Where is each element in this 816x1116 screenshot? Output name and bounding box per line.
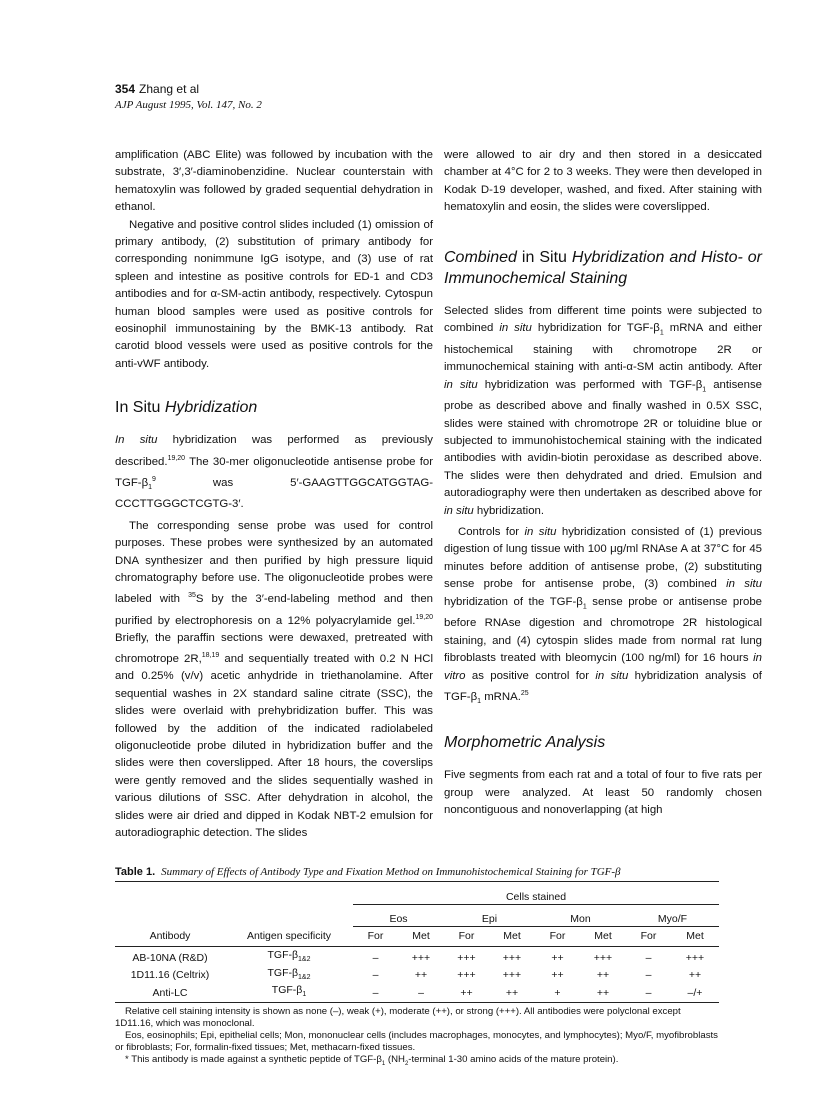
col-group-mon: Mon bbox=[535, 904, 626, 926]
right-column bbox=[444, 147, 762, 820]
paragraph: Five segments from each rat and a total of four to five rats per group were analyzed. At least 50 randomly chosen noncontiguous and nonoverlapping (at high bbox=[444, 769, 762, 817]
col-header-for: For bbox=[640, 929, 657, 942]
section-heading-morphometric: Morphometric Analysis bbox=[444, 734, 606, 752]
table-row: Anti-LC TGF-$\beta_1$ – – ++ ++ + ++ – –/+ bbox=[115, 984, 719, 1002]
paragraph: Negative and positive control slides included (1) omission of primary antibody, (2) substitution of primary antibody for corresponding nonimmune IgG isotype, and (3) use of rat spleen and intestine as positive controls for ED-1 and CD3 antibodies and for α-SM-actin antibody, respectively. Cytospun human blood samples were used as positive controls for eosinophil immunostaining by the BMK-13 antibody. Rat carotid blood vessels were used as positive controls for the anti-vWF antibody. bbox=[115, 218, 433, 370]
col-header-for: For bbox=[458, 929, 475, 942]
col-group-epi: Epi bbox=[444, 904, 535, 926]
page-number: 354 bbox=[115, 82, 136, 96]
table-caption: Table 1. Summary of Effects of Antibody Type and Fixation Method on Immunohistochemical Staining for TGF-β bbox=[115, 866, 621, 878]
paragraph: amplification (ABC Elite) was followed by incubation with the substrate, 3′,3′-diaminobenzidine. Nuclear counterstain with hematoxylin was followed by graded sequential dehydration in ethanol. bbox=[115, 149, 433, 214]
table-1 bbox=[115, 882, 719, 1003]
journal-citation: AJP August 1995, Vol. 147, No. 2 bbox=[115, 99, 262, 111]
table-row: AB-10NA (R&D) TGF-$\beta_{1\&2}$ – +++ +++ +++ ++ +++ – +++ bbox=[132, 949, 705, 964]
paragraph: Selected slides from different time points were subjected to combined in situ hybridization for TGF-$\beta_1$ mRNA and either histochemical staining with chromotrope 2R or immunochemical staining with anti-α-SM actin antibody. After in situ hybridization was performed with TGF-$\beta_1$ antisense probe as described above and finally washed in 0.5X SSC, slides were stained with chromotrope 2R or toluidine blue or subjected to immunohistochemical staining with the indicated antibodies with avidin-biotin peroxidase as described above. The slides were then dehydrated and dried. Emulsion and autoradiography were then undertaken as described above for in situ hybridization. bbox=[444, 304, 762, 517]
running-authors: Zhang et al bbox=[139, 82, 200, 96]
footnote: Eos, eosinophils; Epi, epithelial cells; Mon, mononuclear cells (includes macrophages, monocytes, and lymphocytes); Myo/F, myofibroblasts or fibroblasts; For, formalin-fixed tissues; Met, methacarn-fixed tissues. bbox=[115, 1030, 718, 1053]
col-header-met: Met bbox=[503, 929, 521, 942]
col-header-met: Met bbox=[686, 929, 704, 942]
paragraph: The corresponding sense probe was used for control purposes. These probes were synthesized by an automated DNA synthesizer and then purified by high pressure liquid chromatography before use. The oligonucleotide probes were labeled with $^{35}$S by the 3′-end-labeling method and then purified by electrophoresis on a 12% polyacrylamide gel.$^{19,20}$ Briefly, the paraffin sections were dewaxed, pretreated with chromotrope 2R,$^{18,19}$ and sequentially treated with 0.2 N HCl and 0.25% (v/v) acetic anhydride in triethanolamine. After sequential washes in 2X standard saline citrate (SSC), the slides were overlaid with prehybridization buffer. This was followed by the addition of the indicated radiolabeled oligonucleotide probe diluted in hybridization buffer and the slides were then coverslipped. After 18 hours, the coverslips were gently removed and the slides sequentially washed in various dilutions of SSC. After dehydration in alcohol, the slides were air dried and dipped in Kodak NBT-2 emulsion for autoradiographic detection. The slides bbox=[115, 519, 433, 840]
col-group-eos: Eos bbox=[353, 904, 444, 926]
table-footnotes bbox=[115, 1006, 719, 1070]
paragraph: were allowed to air dry and then stored in a desiccated chamber at 4°C for 2 to 3 weeks. They were then developed in Kodak D-19 developer, washed, and fixed. After staining with hematoxylin and eosin, the slides were coverslipped. bbox=[444, 149, 762, 214]
section-heading-combined: Combined in Situ Hybridization and Histo- or Immunochemical Staining bbox=[444, 248, 763, 287]
col-header-specificity: Antigen specificity bbox=[246, 929, 332, 942]
col-header-for: For bbox=[549, 929, 566, 942]
running-header bbox=[115, 80, 262, 111]
footnote: * This antibody is made against a synthetic peptide of TGF-$\beta_1$ ($NH_2$-terminal 1-30 amino acids of the mature protein). bbox=[125, 1054, 619, 1067]
col-header-for: For bbox=[367, 929, 384, 942]
group-header: Cells stained bbox=[353, 882, 719, 904]
paragraph: Controls for in situ hybridization consisted of (1) previous digestion of lung tissue with 100 μg/ml RNAse A at 37°C for 45 minutes before addition of antisense probe, (2) substituting sense probe for antisense probe, (3) combined in situ hybridization of the TGF-$\beta_1$ sense probe or antisense probe before RNAse digestion and chromotrope 2R histological staining, and (4) cytospin slides made from normal rat lung fibroblasts treated with bleomycin (100 ng/ml) for 16 hours in vitro as positive control for in situ hybridization analysis of TGF-$\beta_1$ mRNA.$^{25}$ bbox=[444, 526, 762, 706]
footnote: Relative cell staining intensity is shown as none (–), weak (+), moderate (++), or strong (+++). All antibodies were polyclonal except 1D11.16, which was monoclonal. bbox=[115, 1006, 681, 1029]
col-header-met: Met bbox=[412, 929, 430, 942]
section-heading-in-situ-hybridization: In Situ Hybridization bbox=[115, 399, 258, 417]
col-header-met: Met bbox=[594, 929, 612, 942]
col-group-myo: Myo/F bbox=[626, 904, 719, 926]
table-row: 1D11.16 (Celtrix) TGF-$\beta_{1\&2}$ – ++ +++ +++ ++ ++ – ++ bbox=[130, 966, 702, 982]
col-header-antibody: Antibody bbox=[149, 929, 191, 942]
paragraph: In situ hybridization was performed as previously described.$^{19,20}$ The 30-mer oligonucleotide antisense probe for TGF-$\beta_1^9$ was 5′-GAAGTTGGCATGGTAG-CCCTTGGGCTCGTG-3′. bbox=[115, 434, 433, 511]
left-column bbox=[115, 147, 433, 842]
